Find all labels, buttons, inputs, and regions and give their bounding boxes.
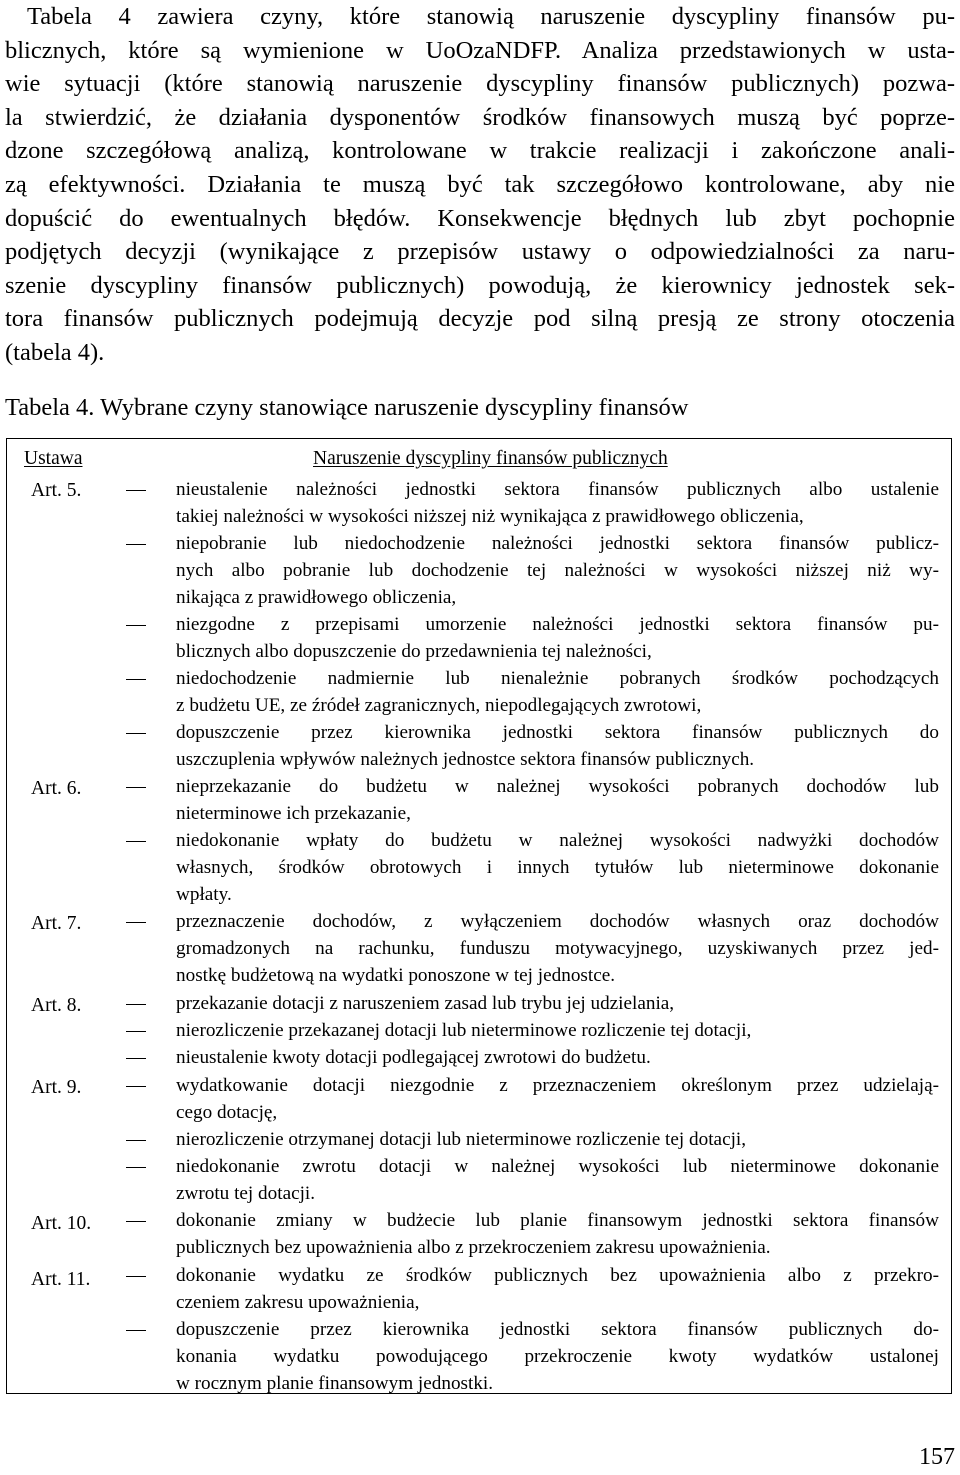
article-label: Art. 10. bbox=[31, 1213, 92, 1234]
column-header-ustawa: Ustawa bbox=[24, 448, 83, 469]
bullet-dash bbox=[126, 625, 146, 626]
violation-item bbox=[176, 1153, 939, 1207]
intro-line: dzone szczegółową analizą, kontrolowane w trakcie realizacji i zakończone anali- bbox=[5, 137, 955, 165]
bullet-dash bbox=[126, 679, 146, 680]
violation-item-line: takiej należności w wysokości niższej niż wynikająca z prawidłowego obliczenia, bbox=[176, 506, 804, 527]
violation-item bbox=[176, 1126, 939, 1153]
violation-item-line: nieprzekazanie do budżetu w należnej wysokości pobranych dochodów lub bbox=[176, 776, 939, 797]
intro-line: la stwierdzić, że działania dysponentów środków finansowych muszą być poprze- bbox=[5, 103, 955, 131]
article-label: Art. 9. bbox=[31, 1077, 82, 1098]
violation-item bbox=[176, 476, 939, 530]
violation-item bbox=[176, 530, 939, 611]
violation-item bbox=[176, 990, 939, 1017]
violation-item-line: niezgodne z przepisami umorzenie należności jednostki sektora finansów pu- bbox=[176, 614, 939, 635]
intro-paragraph bbox=[5, 0, 955, 370]
intro-line: zą efektywności. Działania te muszą być tak szczegółowo kontrolowane, aby nie bbox=[5, 170, 955, 198]
intro-line: (tabela 4). bbox=[5, 338, 105, 366]
violation-item bbox=[176, 1072, 939, 1126]
page-number: 157 bbox=[919, 1444, 955, 1470]
violation-item-line: przekazanie dotacji z naruszeniem zasad lub trybu jej udzielania, bbox=[176, 993, 675, 1014]
violation-item-line: nieustalenie należności jednostki sektora finansów publicznych albo ustalenie bbox=[176, 479, 939, 500]
violation-item-line: niepobranie lub niedochodzenie należności jednostki sektora finansów publicz- bbox=[176, 533, 939, 554]
table-caption: Tabela 4. Wybrane czyny stanowiące naruszenie dyscypliny finansów bbox=[5, 394, 689, 421]
article-label: Art. 5. bbox=[31, 480, 82, 501]
intro-line: dopuścić do ewentualnych błędów. Konsekwencje błędnych lub zbyt pochopnie bbox=[5, 204, 955, 232]
violation-item-line: wydatkowanie dotacji niezgodnie z przeznaczeniem określonym przez udzielają- bbox=[176, 1075, 939, 1096]
bullet-dash bbox=[126, 1221, 146, 1222]
violation-item bbox=[176, 908, 939, 989]
violation-item-line: wpłaty. bbox=[176, 884, 232, 905]
violation-item-line: dopuszczenie przez kierownika jednostki sektora finansów publicznych do- bbox=[176, 1319, 939, 1340]
bullet-dash bbox=[126, 1167, 146, 1168]
violation-item bbox=[176, 719, 939, 773]
violation-item-line: cego dotację, bbox=[176, 1102, 278, 1123]
violation-item-line: blicznych albo dopuszczenie do przedawnienia tej należności, bbox=[176, 641, 652, 662]
violation-item-line: dopuszczenie przez kierownika jednostki sektora finansów publicznych do bbox=[176, 722, 939, 743]
violation-item-line: niedochodzenie nadmiernie lub nienależnie pobranych środków pochodzących bbox=[176, 668, 939, 689]
column-header-naruszenie: Naruszenie dyscypliny finansów publicznych bbox=[313, 448, 668, 469]
bullet-dash bbox=[126, 841, 146, 842]
violation-item-line: dokonanie wydatku ze środków publicznych bez upoważnienia albo z przekro- bbox=[176, 1265, 939, 1286]
violation-item-line: publicznych bez upoważnienia albo z przekroczeniem zakresu upoważnienia. bbox=[176, 1237, 771, 1258]
article-label: Art. 8. bbox=[31, 995, 82, 1016]
violation-item-line: nikająca z prawidłowego obliczenia, bbox=[176, 587, 457, 608]
bullet-dash bbox=[126, 922, 146, 923]
violation-item-line: dokonanie zmiany w budżecie lub planie finansowym jednostki sektora finansów bbox=[176, 1210, 939, 1231]
bullet-dash bbox=[126, 1330, 146, 1331]
article-label: Art. 6. bbox=[31, 778, 82, 799]
intro-line: tora finansów publicznych podejmują decyzje pod silną presją ze strony otoczenia bbox=[5, 305, 955, 333]
violation-item bbox=[176, 1044, 939, 1071]
violation-item bbox=[176, 1017, 939, 1044]
article-label: Art. 7. bbox=[31, 913, 82, 934]
violation-item-line: przeznaczenie dochodów, z wyłączeniem dochodów własnych oraz dochodów bbox=[176, 911, 939, 932]
violation-item-line: zwrotu tej dotacji. bbox=[176, 1183, 316, 1204]
bullet-dash bbox=[126, 1058, 146, 1059]
violation-item-line: niedokonanie wpłaty do budżetu w należnej wysokości nadwyżki dochodów bbox=[176, 830, 939, 851]
bullet-dash bbox=[126, 1031, 146, 1032]
violation-item-line: z budżetu UE, ze źródeł zagranicznych, niepodlegających zwrotowi, bbox=[176, 695, 702, 716]
violation-item-line: nieustalenie kwoty dotacji podlegającej zwrotowi do budżetu. bbox=[176, 1047, 651, 1068]
intro-line: podjętych decyzji (wynikające z przepisów ustawy o odpowiedzialności za naru- bbox=[5, 238, 955, 266]
violation-item bbox=[176, 1262, 939, 1316]
violation-item-line: nieterminowe ich przekazanie, bbox=[176, 803, 411, 824]
violation-item bbox=[176, 611, 939, 665]
bullet-dash bbox=[126, 787, 146, 788]
violation-item-line: czeniem zakresu upoważnienia, bbox=[176, 1292, 420, 1313]
violation-item bbox=[176, 773, 939, 827]
bullet-dash bbox=[126, 1140, 146, 1141]
intro-line: blicznych, które są wymienione w UoOzaNDFP. Analiza przedstawionych w usta- bbox=[5, 36, 955, 64]
violation-item-line: własnych, środków obrotowych i innych tytułów lub nieterminowe dokonanie bbox=[176, 857, 939, 878]
intro-line: szenie dyscypliny finansów publicznych) powodują, że kierownicy jednostek sek- bbox=[5, 271, 955, 299]
bullet-dash bbox=[126, 490, 146, 491]
violation-item-line: gromadzonych na rachunku, funduszu motywacyjnego, uzyskiwanych przez jed- bbox=[176, 938, 939, 959]
violation-item-line: w rocznym planie finansowym jednostki. bbox=[176, 1373, 494, 1394]
bullet-dash bbox=[126, 1086, 146, 1087]
violation-item-line: uszczuplenia wpływów należnych jednostce sektora finansów publicznych. bbox=[176, 749, 755, 770]
violation-item bbox=[176, 827, 939, 908]
violation-item-line: nych albo pobranie lub dochodzenie tej należności w wysokości niższej niż wy- bbox=[176, 560, 939, 581]
article-label: Art. 11. bbox=[31, 1269, 91, 1290]
violation-item-line: niedokonanie zwrotu dotacji w należnej wysokości lub nieterminowe dokonanie bbox=[176, 1156, 939, 1177]
bullet-dash bbox=[126, 1276, 146, 1277]
violation-item-line: nostkę budżetową na wydatki ponoszone w tej jednostce. bbox=[176, 965, 616, 986]
violation-item bbox=[176, 1316, 939, 1397]
violation-item bbox=[176, 665, 939, 719]
violation-item-line: konania wydatku powodującego przekroczenie kwoty wydatków ustalonej bbox=[176, 1346, 939, 1367]
intro-line: Tabela 4 zawiera czyny, które stanowią naruszenie dyscypliny finansów pu- bbox=[27, 3, 955, 30]
bullet-dash bbox=[126, 544, 146, 545]
violation-item-line: nierozliczenie przekazanej dotacji lub nieterminowe rozliczenie tej dotacji, bbox=[176, 1020, 752, 1041]
intro-line: wie sytuacji (które stanowią naruszenie dyscypliny finansów publicznych) pozwa- bbox=[5, 70, 955, 98]
violation-item-line: nierozliczenie otrzymanej dotacji lub nieterminowe rozliczenie tej dotacji, bbox=[176, 1129, 747, 1150]
bullet-dash bbox=[126, 1004, 146, 1005]
bullet-dash bbox=[126, 733, 146, 734]
violation-item bbox=[176, 1207, 939, 1261]
